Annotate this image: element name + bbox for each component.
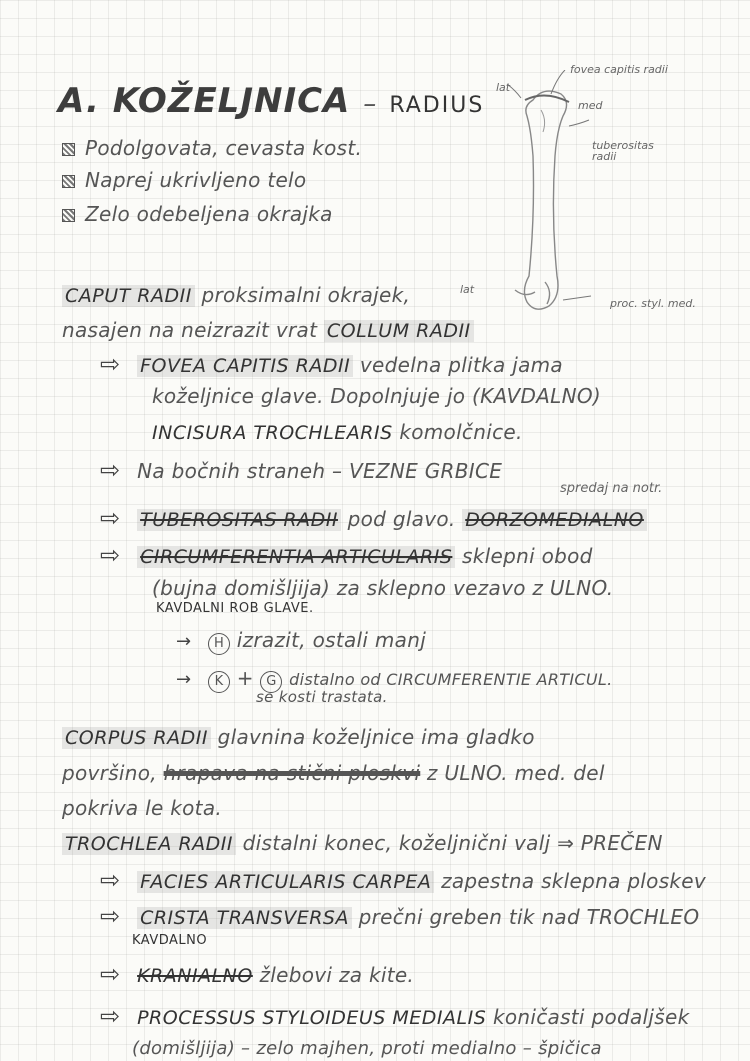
fovea-term: FOVEA CAPITIS RADII <box>137 355 353 377</box>
tuber-direction: DORZOMEDIALNO <box>462 509 647 531</box>
sub-item-text: izrazit, ostali manj <box>236 628 427 652</box>
circled-letter: G <box>260 671 282 693</box>
corpus-text: glavnina koželjnice ima gladko <box>217 725 535 749</box>
double-arrow-icon: ⇨ <box>100 456 121 484</box>
tuber-term: TUBEROSITAS RADII <box>137 509 341 531</box>
incisura-term: INCISURA TROCHLEARIS <box>152 422 393 444</box>
checkbox-icon <box>62 143 75 156</box>
arrow-icon: → <box>176 669 192 690</box>
sub-item-text-2: se kosti trastata. <box>256 688 388 706</box>
kranial-text: žlebovi za kite. <box>259 963 415 987</box>
arrow-icon: → <box>176 631 192 652</box>
crista-line <box>100 904 699 928</box>
circled-letter: K <box>208 671 230 693</box>
radius-bone-sketch <box>485 70 725 330</box>
title-latin: RADIUS <box>389 93 485 118</box>
sub-item-text: distalno od CIRCUMFERENTIE ARTICUL. <box>289 670 613 689</box>
bullet-text: Zelo odebeljena okrajka <box>85 202 333 226</box>
processus-line <box>100 1004 689 1028</box>
corpus-text-2a: površino, <box>62 761 157 785</box>
circum-line-1 <box>100 543 593 567</box>
crista-note: KAVDALNO <box>132 933 208 948</box>
bullet-text: Podolgovata, cevasta kost. <box>85 136 363 160</box>
corpus-line-1 <box>62 727 535 748</box>
checkbox-icon <box>62 175 75 188</box>
double-arrow-icon: ⇨ <box>100 350 121 378</box>
page-title <box>58 81 485 121</box>
fovea-line-1 <box>100 352 563 376</box>
corpus-text-2c: z ULNO. med. del <box>426 761 605 785</box>
fovea-line-2: koželjnice glave. Dopolnjuje jo (KAVDALNO) <box>152 384 602 408</box>
tuber-line <box>100 506 647 530</box>
corpus-line-2 <box>62 763 605 783</box>
caput-text: proksimalni okrajek, <box>201 283 411 307</box>
sketch-label-med: med <box>578 99 603 112</box>
bullet-item <box>62 204 333 224</box>
plus-sign: + <box>236 666 254 690</box>
crista-term: CRISTA TRANSVERSA <box>137 907 352 929</box>
trochlea-term: TROCHLEA RADII <box>62 833 236 855</box>
fovea-line-3 <box>152 422 523 443</box>
tuber-text: pod glavo. <box>347 507 456 531</box>
caput-text-2: nasajen na neizrazit vrat <box>62 318 318 342</box>
title-name: KOŽELJNICA <box>112 81 351 121</box>
sub-item-kg <box>176 668 612 693</box>
double-arrow-icon: ⇨ <box>100 1002 121 1030</box>
trochlea-text: distalni konec, koželjnični valj ⇒ PREČEN <box>242 831 663 855</box>
incisura-text: komolčnice. <box>399 420 523 444</box>
kranial-line <box>100 962 414 986</box>
double-arrow-icon: ⇨ <box>100 866 121 894</box>
circum-line-3: KAVDALNI ROB GLAVE. <box>156 601 314 616</box>
title-number: A. <box>58 81 100 121</box>
corpus-text-2b: hrapava na stični ploskvi <box>163 761 421 785</box>
bullet-item <box>62 138 362 158</box>
caput-term: CAPUT RADII <box>62 285 195 307</box>
facies-line <box>100 868 706 892</box>
fovea-text: vedelna plitka jama <box>359 353 563 377</box>
sketch-label-fovea: fovea capitis radii <box>570 63 668 76</box>
facies-term: FACIES ARTICULARIS CARPEA <box>137 871 434 893</box>
double-arrow-icon: ⇨ <box>100 960 121 988</box>
facies-text: zapestna sklepna ploskev <box>441 869 707 893</box>
caput-line-1 <box>62 285 410 306</box>
bullet-item <box>62 170 306 190</box>
circum-line-2: (bujna domišljija) za sklepno vezavo z ULNO. <box>152 576 614 600</box>
sides-text: Na bočnih straneh – VEZNE GRBICE <box>137 459 503 483</box>
double-arrow-icon: ⇨ <box>100 504 121 532</box>
sketch-label-lat2: lat <box>460 283 475 296</box>
sketch-label-tuberositas: tuberositas radii <box>592 139 654 163</box>
circled-letter: H <box>208 633 230 655</box>
collum-term: COLLUM RADII <box>324 320 474 342</box>
caput-line-2 <box>62 320 474 341</box>
trochlea-line <box>62 833 663 854</box>
circum-term: CIRCUMFERENTIA ARTICULARIS <box>137 546 455 568</box>
double-arrow-icon: ⇨ <box>100 541 121 569</box>
corpus-term: CORPUS RADII <box>62 727 211 749</box>
sketch-label-lat: lat <box>496 81 511 94</box>
processus-term: PROCESSUS STYLOIDEUS MEDIALIS <box>137 1007 487 1029</box>
bullet-text: Naprej ukrivljeno telo <box>85 168 307 192</box>
processus-text: koničasti podaljšek <box>492 1005 690 1029</box>
checkbox-icon <box>62 209 75 222</box>
sub-item-h <box>176 630 426 655</box>
processus-line-2: (domišljija) – zelo majhen, proti medialno – špičica <box>132 1038 602 1059</box>
tuber-note: spredaj na notr. <box>560 481 663 496</box>
double-arrow-icon: ⇨ <box>100 902 121 930</box>
circum-text: sklepni obod <box>462 544 593 568</box>
crista-text: prečni greben tik nad TROCHLEO <box>358 905 700 929</box>
sides-line <box>100 458 502 482</box>
corpus-line-3: pokriva le kota. <box>62 796 223 820</box>
sketch-label-proc: proc. styl. med. <box>610 297 696 310</box>
kranial-term: KRANIALNO <box>137 965 253 987</box>
title-dash: – <box>363 89 377 119</box>
